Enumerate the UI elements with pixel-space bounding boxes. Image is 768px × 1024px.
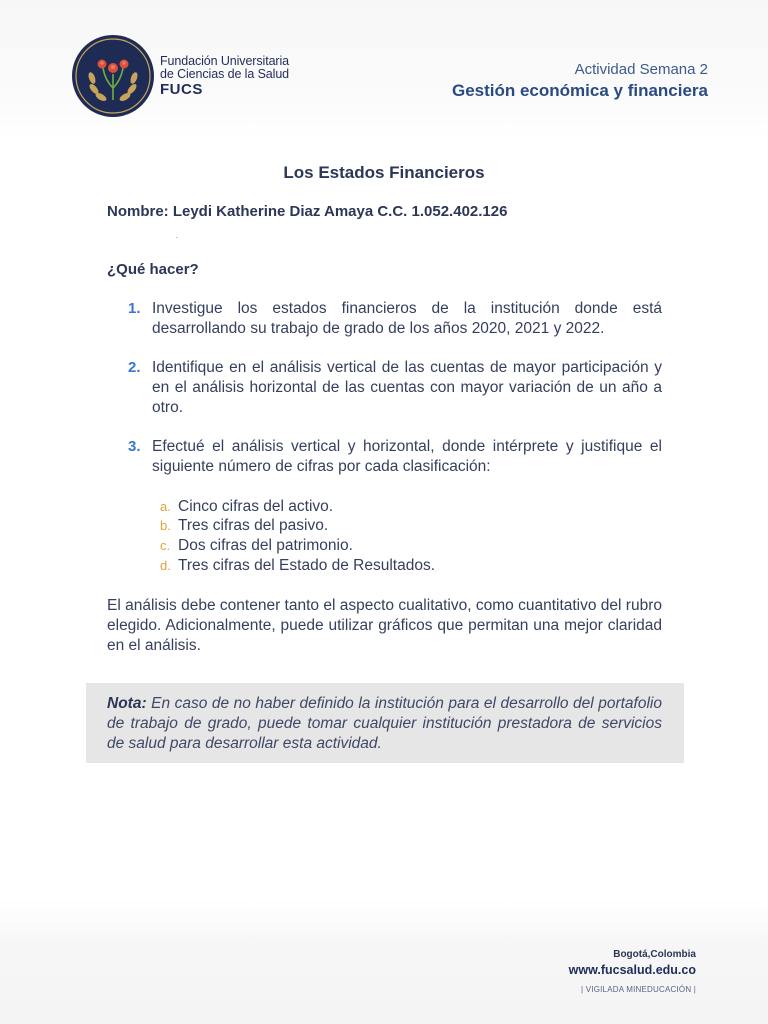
document-title: Los Estados Financieros <box>283 163 485 182</box>
note-text <box>107 694 662 754</box>
subitem <box>160 516 328 536</box>
subitem-text: Dos cifras del patrimonio. <box>178 537 353 554</box>
subitem-text: Cinco cifras del activo. <box>178 498 334 515</box>
subitem-letter: b. <box>160 518 171 533</box>
subitem <box>160 536 353 556</box>
task-text: Identifique en el análisis vertical de las cuentas de mayor participación y en el análisis horizontal de las cuentas con mayor variación de un año a otro. <box>152 359 662 416</box>
institution-name <box>160 55 289 98</box>
activity-subject: Gestión económica y financiera <box>451 81 708 100</box>
subitem <box>160 497 333 517</box>
footer-website: www.fucsalud.edu.co <box>568 963 696 977</box>
institution-name-line1: Fundación Universitaria <box>160 54 290 68</box>
activity-week: Actividad Semana 2 <box>574 61 708 78</box>
footer-band <box>0 900 768 1024</box>
subitem <box>160 556 435 576</box>
divider-dot <box>176 237 178 238</box>
subitem-letter: c. <box>160 538 171 553</box>
task-number: 3. <box>128 438 141 455</box>
activity-header <box>452 61 708 101</box>
task-item <box>128 299 662 339</box>
task-number: 1. <box>128 300 141 317</box>
section-heading: ¿Qué hacer? <box>107 261 199 278</box>
footer-vigilada: | VIGILADA MINEDUCACIÓN | <box>581 985 696 994</box>
note-body: En caso de no haber definido la institución para el desarrollo del portafolio de trabajo de grado, puede tomar cualquier institución prestadora de servicios de salud para desarrollar esta actividad. <box>107 695 662 752</box>
task-item <box>128 358 662 418</box>
closing-paragraph: El análisis debe contener tanto el aspecto cualitativo, como cuantitativo del rubro elegido. Adicionalmente, puede utilizar gráficos que permitan una mejor claridad en el análisis. <box>107 597 662 654</box>
task-number: 2. <box>128 359 141 376</box>
task-text: Efectué el análisis vertical y horizontal, donde intérprete y justifique el siguiente número de cifras por cada clasificación: <box>152 438 662 475</box>
institution-name-line2: de Ciencias de la Salud <box>160 67 290 82</box>
university-seal-icon <box>71 34 155 118</box>
note-label: Nota: <box>107 695 147 712</box>
institution-acronym: FUCS <box>160 81 203 99</box>
student-name: Nombre: Leydi Katherine Diaz Amaya C.C. 1.052.402.126 <box>107 203 508 220</box>
subitem-letter: a. <box>160 499 171 514</box>
task-item <box>128 437 662 477</box>
subitem-letter: d. <box>160 558 171 573</box>
task-text: Investigue los estados financieros de la institución donde está desarrollando su trabajo de grado de los años 2020, 2021 y 2022. <box>152 300 662 337</box>
footer-city: Bogotá,Colombia <box>613 949 696 960</box>
subitem-text: Tres cifras del Estado de Resultados. <box>178 557 436 574</box>
note-box <box>86 683 684 763</box>
subitem-text: Tres cifras del pasivo. <box>178 517 329 534</box>
